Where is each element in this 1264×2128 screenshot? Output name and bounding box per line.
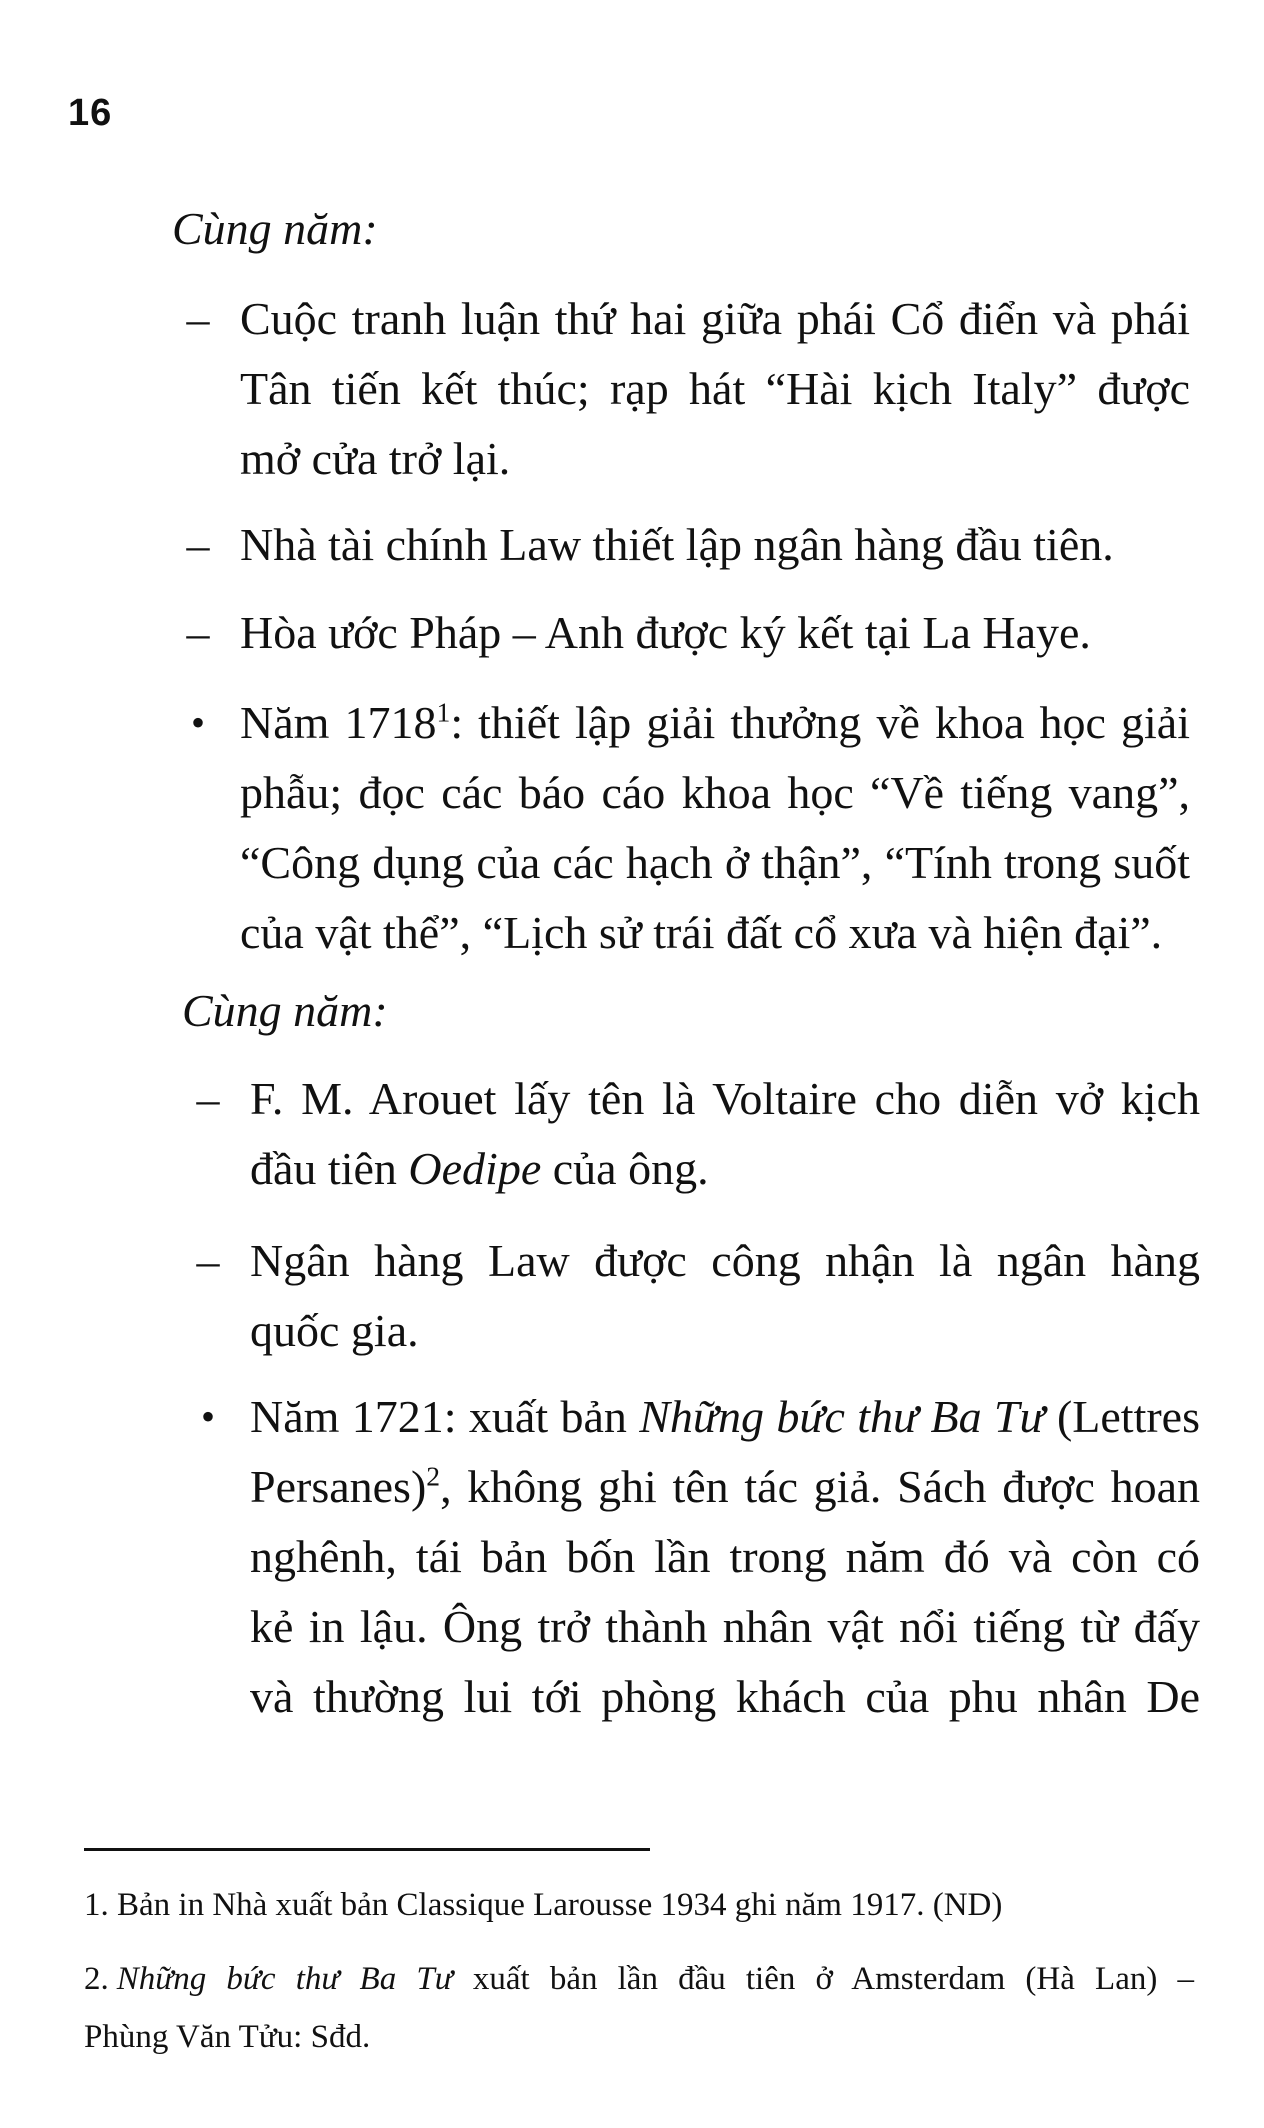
dash-marker: – <box>186 293 210 344</box>
play-title: Oedipe <box>408 1143 542 1194</box>
dash-marker: – <box>186 519 210 570</box>
section-heading-same-year: Cùng năm: <box>182 985 388 1036</box>
list-item <box>196 1226 1200 1366</box>
list-item-line: mở cửa trở lại. <box>240 433 511 484</box>
list-item <box>186 510 1190 580</box>
book-title: Những bức thư Ba Tư <box>639 1391 1045 1442</box>
page-number: 16 <box>68 92 113 134</box>
list-item-line: phẫu; đọc các báo cáo khoa học “Về tiếng vang”, <box>240 767 1190 818</box>
list-item-line: F. M. Arouet lấy tên là Voltaire cho diễn vở kịch <box>250 1073 1200 1124</box>
list-item-line: quốc gia. <box>250 1305 419 1356</box>
footnote-line: Phùng Văn Tửu: Sđd. <box>84 2019 371 2055</box>
list-item-line: “Công dụng của các hạch ở thận”, “Tính trong suốt <box>240 837 1190 888</box>
list-item-line: Cuộc tranh luận thứ hai giữa phái Cổ điển và phái <box>240 293 1190 344</box>
list-item-line: kẻ in lậu. Ông trở thành nhân vật nổi tiếng từ đấy <box>250 1601 1200 1652</box>
list-item-line: Năm 1718$^1$: thiết lập giải thưởng về khoa học giải <box>240 696 1190 748</box>
footnote-line: 1. Bản in Nhà xuất bản Classique Larousse 1934 ghi năm 1917. (ND) <box>84 1887 1003 1923</box>
list-item-line: Hòa ước Pháp – Anh được ký kết tại La Haye. <box>240 607 1091 658</box>
list-item <box>190 688 1190 968</box>
list-item-line: và thường lui tới phòng khách của phu nhân De <box>250 1671 1200 1722</box>
book-title: Những bức thư Ba Tư <box>116 1961 453 1997</box>
bullet-marker: • <box>200 1394 215 1439</box>
footnote-ref: 1 <box>436 696 451 728</box>
list-item <box>186 284 1190 494</box>
section-heading-same-year: Cùng năm: <box>172 203 378 254</box>
list-item-line: Nhà tài chính Law thiết lập ngân hàng đầu tiên. <box>240 519 1114 570</box>
bullet-marker: • <box>190 700 205 745</box>
footnote-ref: 2 <box>426 1460 441 1492</box>
list-item <box>186 598 1190 668</box>
dash-marker: – <box>186 607 210 658</box>
list-item-line: Năm 1721: xuất bản Những bức thư Ba Tư (Lettres <box>250 1391 1200 1442</box>
list-item-line: Ngân hàng Law được công nhận là ngân hàng <box>250 1235 1200 1286</box>
footnote-divider <box>84 1848 650 1851</box>
list-item-line: nghênh, tái bản bốn lần trong năm đó và còn có <box>250 1531 1200 1582</box>
list-item-line: Persanes)$^2$, không ghi tên tác giả. Sách được hoan <box>250 1460 1200 1512</box>
dash-marker: – <box>196 1235 220 1286</box>
footnote-line: 2. Những bức thư Ba Tư xuất bản lần đầu tiên ở Amsterdam (Hà Lan) – <box>84 1961 1194 1997</box>
list-item-line: của vật thể”, “Lịch sử trái đất cổ xưa và hiện đại”. <box>240 907 1163 958</box>
footnote <box>84 1950 1194 2066</box>
footnote <box>84 1876 1194 1934</box>
list-item-line: đầu tiên Oedipe của ông. <box>250 1143 709 1194</box>
dash-marker: – <box>196 1073 220 1124</box>
list-item <box>196 1064 1200 1204</box>
list-item <box>200 1382 1200 1732</box>
list-item-line: Tân tiến kết thúc; rạp hát “Hài kịch Italy” được <box>240 363 1190 414</box>
